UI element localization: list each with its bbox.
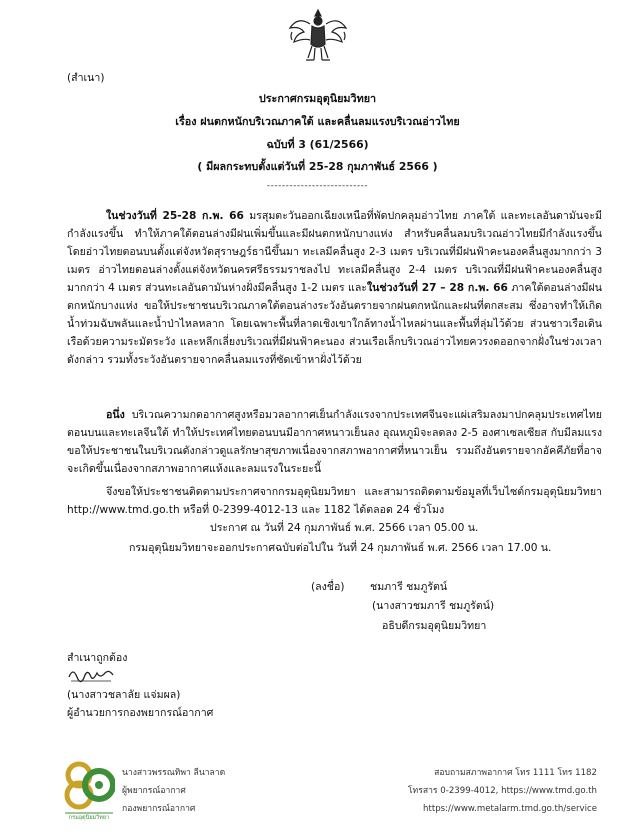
- certifier-name: (นางสาวชลาลัย แจ่มผล): [67, 689, 181, 701]
- footer-left: [122, 764, 225, 818]
- paragraph-forecast: [67, 207, 602, 369]
- garuda-emblem-icon: [288, 6, 348, 64]
- forecaster-title: ผู้พยากรณ์อากาศ: [122, 786, 186, 796]
- announcement-title: ประกาศกรมอุตุนิยมวิทยา: [258, 92, 377, 105]
- signer-position: อธิบดีกรมอุตุนิยมวิทยา: [382, 620, 487, 632]
- cold-air-text: บริเวณความกดอากาศสูงหรือมวลอากาศเย็นกำลังแรงจากประเทศจีนจะแผ่เสริมลงมาปกคลุมประเทศไทยตอนบนและทะเลจีนใต้ ทำให้ประเทศไทยตอนบนมีอากาศหนาวเย็นลง อุณหภูมิจะลดลง 2-5 องศาเซลเซียส กับมีลมแรง ขอให้ประชาชนในบริเวณดังกล่าวดูแลรักษาสุขภาพเนื่องจากสภาพอากาศที่หนาวเย็น รวมถึงอันตรายจากอัคคีภัยที่อาจจะเกิดขึ้นเนื่องจากสภาพอากาศแห้งและลมแรงในระยะนี้: [67, 409, 602, 475]
- announcement-issue-number: ฉบับที่ 3 (61/2566): [266, 138, 369, 151]
- next-issue-datetime: กรมอุตุนิยมวิทยาจะออกประกาศฉบับต่อไปใน วันที่ 24 กุมภาพันธ์ พ.ศ. 2566 เวลา 17.00 น.: [129, 542, 552, 554]
- handwritten-signature-icon: [67, 663, 137, 685]
- paragraph-cold-air: [67, 406, 602, 478]
- signer-full-name: (นางสาวชมภารี ชมภูรัตน์): [372, 600, 495, 612]
- forecast-text-a: มรสุมตะวันออกเฉียงเหนือที่พัดปกคลุมอ่าวไทย ภาคใต้ และทะเลอันดามันจะมีกำลังแรงขึ้น ทำให้ภาคใต้ตอนล่างมีฝนเพิ่มขึ้นและมีฝนตกหนักบางแห่ง สำหรับคลื่นลมบริเวณอ่าวไทยมีกำลังแรงขึ้น โดยอ่าวไทยตอนบนตั้งแต่จังหวัดสุราษฎร์ธานีขึ้นมา ทะเลมีคลื่นสูง 2-3 เมตร บริเวณที่มีฝนฟ้าคะนองคลื่นสูงมากกว่า 3 เมตร อ่าวไทยตอนล่างตั้งแต่จังหวัดนครศรีธรรมราชลงไป ทะเลมีคลื่นสูง 2-4 เมตร บริเวณที่มีฝนฟ้าคะนองคลื่นสูงมากกว่า 4 เมตร ส่วนทะเลอันดามันห่างฝั่งมีคลื่นสูง 1-2 เมตร และ: [67, 210, 602, 294]
- issued-datetime: ประกาศ ณ วันที่ 24 กุมภาพันธ์ พ.ศ. 2566 เวลา 05.00 น.: [210, 522, 479, 534]
- announcement-effective-period: ( มีผลกระทบตั้งแต่วันที่ 25-28 กุมภาพันธ์ 2566 ): [197, 160, 438, 173]
- certified-copy-label: สำเนาถูกต้อง: [67, 652, 128, 664]
- tmd-80th-anniversary-logo-icon: [63, 755, 115, 821]
- footer-right: [408, 764, 597, 818]
- announcement-subject: เรื่อง ฝนตกหนักบริเวณภาคใต้ และคลื่นลมแรงบริเวณอ่าวไทย: [175, 115, 460, 128]
- cold-air-lead-bold: อนึ่ง: [106, 409, 125, 421]
- certifier-position: ผู้อำนวยการกองพยากรณ์อากาศ: [67, 707, 214, 719]
- copy-mark: (สำเนา): [67, 72, 105, 84]
- logo-caption: กรมอุตุนิยมวิทยา: [68, 815, 110, 821]
- signed-name: ชมภารี ชมภูรัตน์: [370, 581, 448, 593]
- contact-fax-web: โทรสาร 0-2399-4012, https://www.tmd.go.th: [407, 786, 597, 796]
- forecast-period2-bold: ในช่วงวันที่ 27 – 28 ก.พ. 66: [367, 282, 508, 294]
- title-separator: ---------------------------: [266, 181, 369, 191]
- forecast-text-b: ภาคใต้ตอนล่างมีฝนตกหนักบางแห่ง ขอให้ประชาชนบริเวณภาคใต้ตอนล่างระวังอันตรายจากฝนตกหนักและฝนที่ตกสะสม ซึ่งอาจทำให้เกิดน้ำท่วมฉับพลันและน้ำป่าไหลหลาก โดยเฉพาะพื้นที่ลาดเชิงเขาใกล้ทางน้ำไหลผ่านและพื้นที่ลุ่มไว้ด้วย ส่วนชาวเรือเดินเรือด้วยความระมัดระวัง และหลีกเลี่ยงบริเวณที่มีฝนฟ้าคะนอง ส่วนเรือเล็กบริเวณอ่าวไทยควรงดออกจากฝั่งในช่วงเวลาดังกล่าว รวมทั้งระวังอันตรายจากคลื่นลมแรงที่ซัดเข้าหาฝั่งไว้ด้วย: [67, 282, 602, 366]
- follow-up-text: จึงขอให้ประชาชนติดตามประกาศจากกรมอุตุนิยมวิทยา และสามารถติดตามข้อมูลที่เว็บไซต์กรมอุตุนิยมวิทยา http://www.tmd.go.th หรือที่ 0-2399-4012-13 และ 1182 ได้ตลอด 24 ชั่วโมง: [67, 486, 602, 516]
- forecaster-division: กองพยากรณ์อากาศ: [122, 804, 196, 814]
- signed-label: (ลงชื่อ): [311, 581, 345, 593]
- contact-service-url: https://www.metalarm.tmd.go.th/service: [423, 804, 597, 814]
- forecaster-name: นางสาวพรรณทิพา ลีนาลาด: [122, 768, 226, 778]
- forecast-period-bold: ในช่วงวันที่ 25-28 ก.พ. 66: [106, 210, 244, 222]
- paragraph-follow-up: [67, 483, 602, 519]
- contact-phone: สอบถามสภาพอากาศ โทร 1111 โทร 1182: [434, 768, 597, 778]
